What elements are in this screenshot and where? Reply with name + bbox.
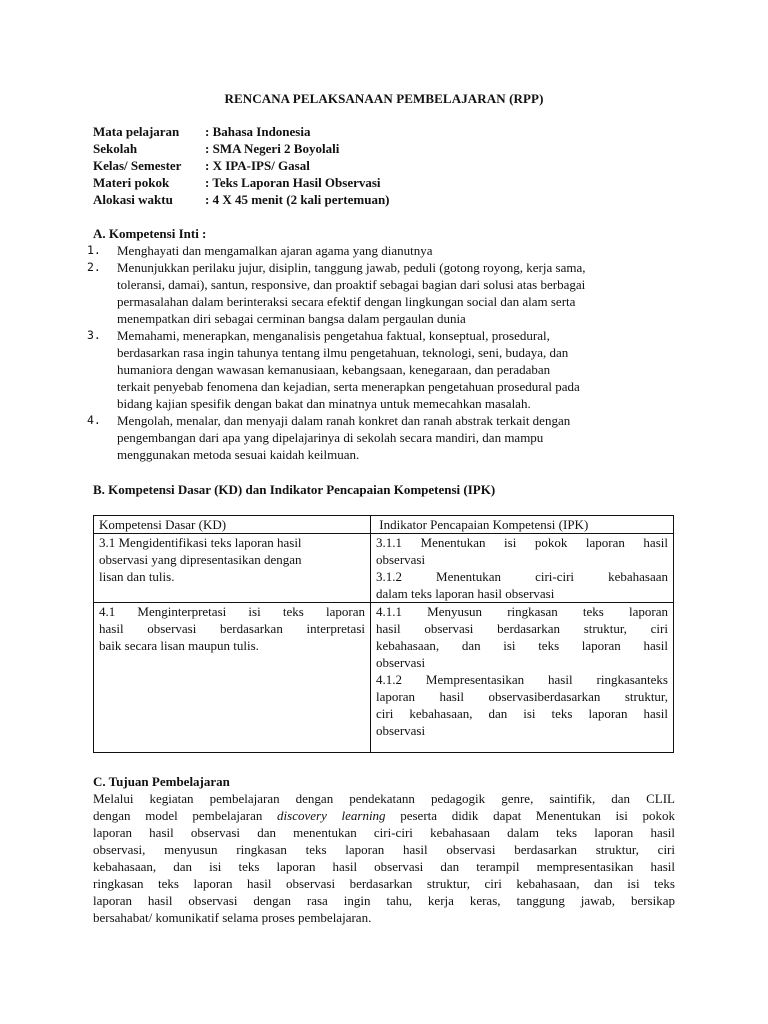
meta-label: Kelas/ Semester [93, 158, 182, 173]
list-line: Menunjukkan perilaku jujur, disiplin, tanggung jawab, peduli (gotong royong, kerja sama, [117, 260, 586, 275]
ipk-cell [371, 603, 674, 753]
paragraph-line: laporan hasil observasi dan menentukan ciri-ciri kebahasaan dalam teks laporan hasil [93, 825, 675, 840]
emphasis-text: discovery learning [277, 808, 386, 823]
kd-cell [94, 603, 371, 753]
list-item [87, 259, 678, 327]
section-c-heading: C. Tujuan Pembelajaran [93, 774, 230, 789]
cell-line: 4.1.2 Mempresentasikan hasil ringkasanteks [376, 672, 668, 687]
ipk-cell [371, 534, 674, 603]
meta-value: : X IPA-IPS/ Gasal [205, 158, 310, 173]
meta-label: Materi pokok [93, 175, 170, 190]
cell-line: 3.1.1 Menentukan isi pokok laporan hasil [376, 535, 668, 550]
metadata-block [93, 123, 390, 208]
list-number: 2. [87, 260, 101, 274]
cell-line: observasi [376, 552, 426, 567]
list-item [87, 327, 678, 412]
cell-line: laporan hasil observasiberdasarkan struktur, [376, 689, 668, 704]
list-item [87, 242, 678, 259]
meta-value: : Bahasa Indonesia [205, 124, 311, 139]
list-line: Menghayati dan mengamalkan ajaran agama yang dianutnya [117, 243, 433, 258]
list-line: toleransi, damai), santun, responsive, dan proaktif sebagai bagian dari solusi atas berbagai [117, 277, 586, 292]
meta-row [93, 140, 390, 157]
list-number: 4. [87, 413, 101, 427]
paragraph-line: laporan hasil observasi dengan rasa ingin tahu, kerja keras, tanggung jawab, bersikap [93, 893, 675, 908]
table-row [94, 534, 674, 603]
meta-row [93, 123, 390, 140]
list-line: terkait penyebab fenomena dan kejadian, serta menerapkan pengetahuan prosedural pada [117, 379, 580, 394]
kd-cell [94, 534, 371, 603]
cell-line: observasi yang dipresentasikan dengan [99, 552, 302, 567]
cell-line: baik secara lisan maupun tulis. [99, 638, 259, 653]
cell-line: 3.1 Mengidentifikasi teks laporan hasil [99, 535, 302, 550]
cell-line: dalam teks laporan hasil observasi [376, 586, 555, 601]
meta-label: Mata pelajaran [93, 124, 180, 139]
meta-row [93, 191, 390, 208]
cell-line: 3.1.2 Menentukan ciri-ciri kebahasaan [376, 569, 668, 584]
table-header-ipk: Indikator Pencapaian Kompetensi (IPK) [371, 516, 674, 534]
text-span: dengan model pembelajaran [93, 808, 278, 823]
cell-line: observasi [376, 655, 426, 670]
section-b-heading: B. Kompetensi Dasar (KD) dan Indikator Pencapaian Kompetensi (IPK) [93, 482, 496, 497]
cell-line: ciri kebahasaan, dan isi teks laporan hasil [376, 706, 668, 721]
table-header-kd: Kompetensi Dasar (KD) [94, 516, 371, 534]
kompetensi-inti-list [87, 242, 678, 463]
list-line: pengembangan dari apa yang dipelajarinya di sekolah secara mandiri, dan mampu [117, 430, 544, 445]
text-span: peserta didik dapat Menentukan isi pokok [385, 808, 675, 823]
page-title: RENCANA PELAKSANAAN PEMBELAJARAN (RPP) [224, 91, 544, 106]
meta-label: Alokasi waktu [93, 192, 173, 207]
list-line: menggunakan metoda sesuai kaidah keilmuan. [117, 447, 360, 462]
meta-value: : Teks Laporan Hasil Observasi [205, 175, 381, 190]
cell-line: observasi [376, 723, 426, 738]
list-line: bidang kajian spesifik dengan bakat dan minatnya untuk memecahkan masalah. [117, 396, 531, 411]
section-a-heading: A. Kompetensi Inti : [93, 226, 207, 241]
meta-row [93, 174, 390, 191]
list-number: 1. [87, 243, 101, 257]
meta-value: : SMA Negeri 2 Boyolali [205, 141, 340, 156]
meta-label: Sekolah [93, 141, 138, 156]
paragraph-line: ringkasan teks laporan hasil observasi berdasarkan struktur, ciri kebahasaan, dan isi teks [93, 876, 675, 891]
cell-line: 4.1.1 Menyusun ringkasan teks laporan [376, 604, 668, 619]
list-line: Memahami, menerapkan, menganalisis pengetahua faktual, konseptual, prosedural, [117, 328, 550, 343]
cell-line: hasil observasi berdasarkan interpretasi [99, 621, 365, 636]
tujuan-paragraph [93, 790, 675, 926]
list-line: berdasarkan rasa ingin tahunya tentang ilmu pengetahuan, teknologi, seni, budaya, dan [117, 345, 569, 360]
paragraph-line [93, 807, 675, 824]
list-line: Mengolah, menalar, dan menyaji dalam ranah konkret dan ranah abstrak terkait dengan [117, 413, 571, 428]
meta-value: : 4 X 45 menit (2 kali pertemuan) [205, 192, 390, 207]
cell-line: hasil observasi berdasarkan struktur, ciri [376, 621, 668, 636]
list-line: menempatkan diri sebagai cerminan bangsa dalam pergaulan dunia [117, 311, 466, 326]
kd-ipk-table [93, 515, 674, 753]
paragraph-line: kebahasaan, dan isi teks laporan hasil observasi dan terampil mempresentasikan hasil [93, 859, 675, 874]
paragraph-line: Melalui kegiatan pembelajaran dengan pendekatann pedagogik genre, saintifik, dan CLIL [93, 791, 675, 806]
list-line: humaniora dengan wawasan kemanusiaan, kebangsaan, kenegaraan, dan peradaban [117, 362, 551, 377]
paragraph-line: observasi, menyusun ringkasan teks laporan hasil observasi berdasarkan struktur, ciri [93, 842, 675, 857]
list-number: 3. [87, 328, 101, 342]
table-header-row [94, 516, 674, 534]
cell-line: kebahasaan, dan isi teks laporan hasil [376, 638, 668, 653]
table-row [94, 603, 674, 753]
paragraph-line: bersahabat/ komunikatif selama proses pembelajaran. [93, 910, 372, 925]
cell-line: lisan dan tulis. [99, 569, 175, 584]
meta-row [93, 157, 390, 174]
list-line: permasalahan dalam berinteraksi secara efektif dengan lingkungan social dan alam serta [117, 294, 576, 309]
list-item [87, 412, 678, 463]
cell-line: 4.1 Menginterpretasi isi teks laporan [99, 604, 365, 619]
